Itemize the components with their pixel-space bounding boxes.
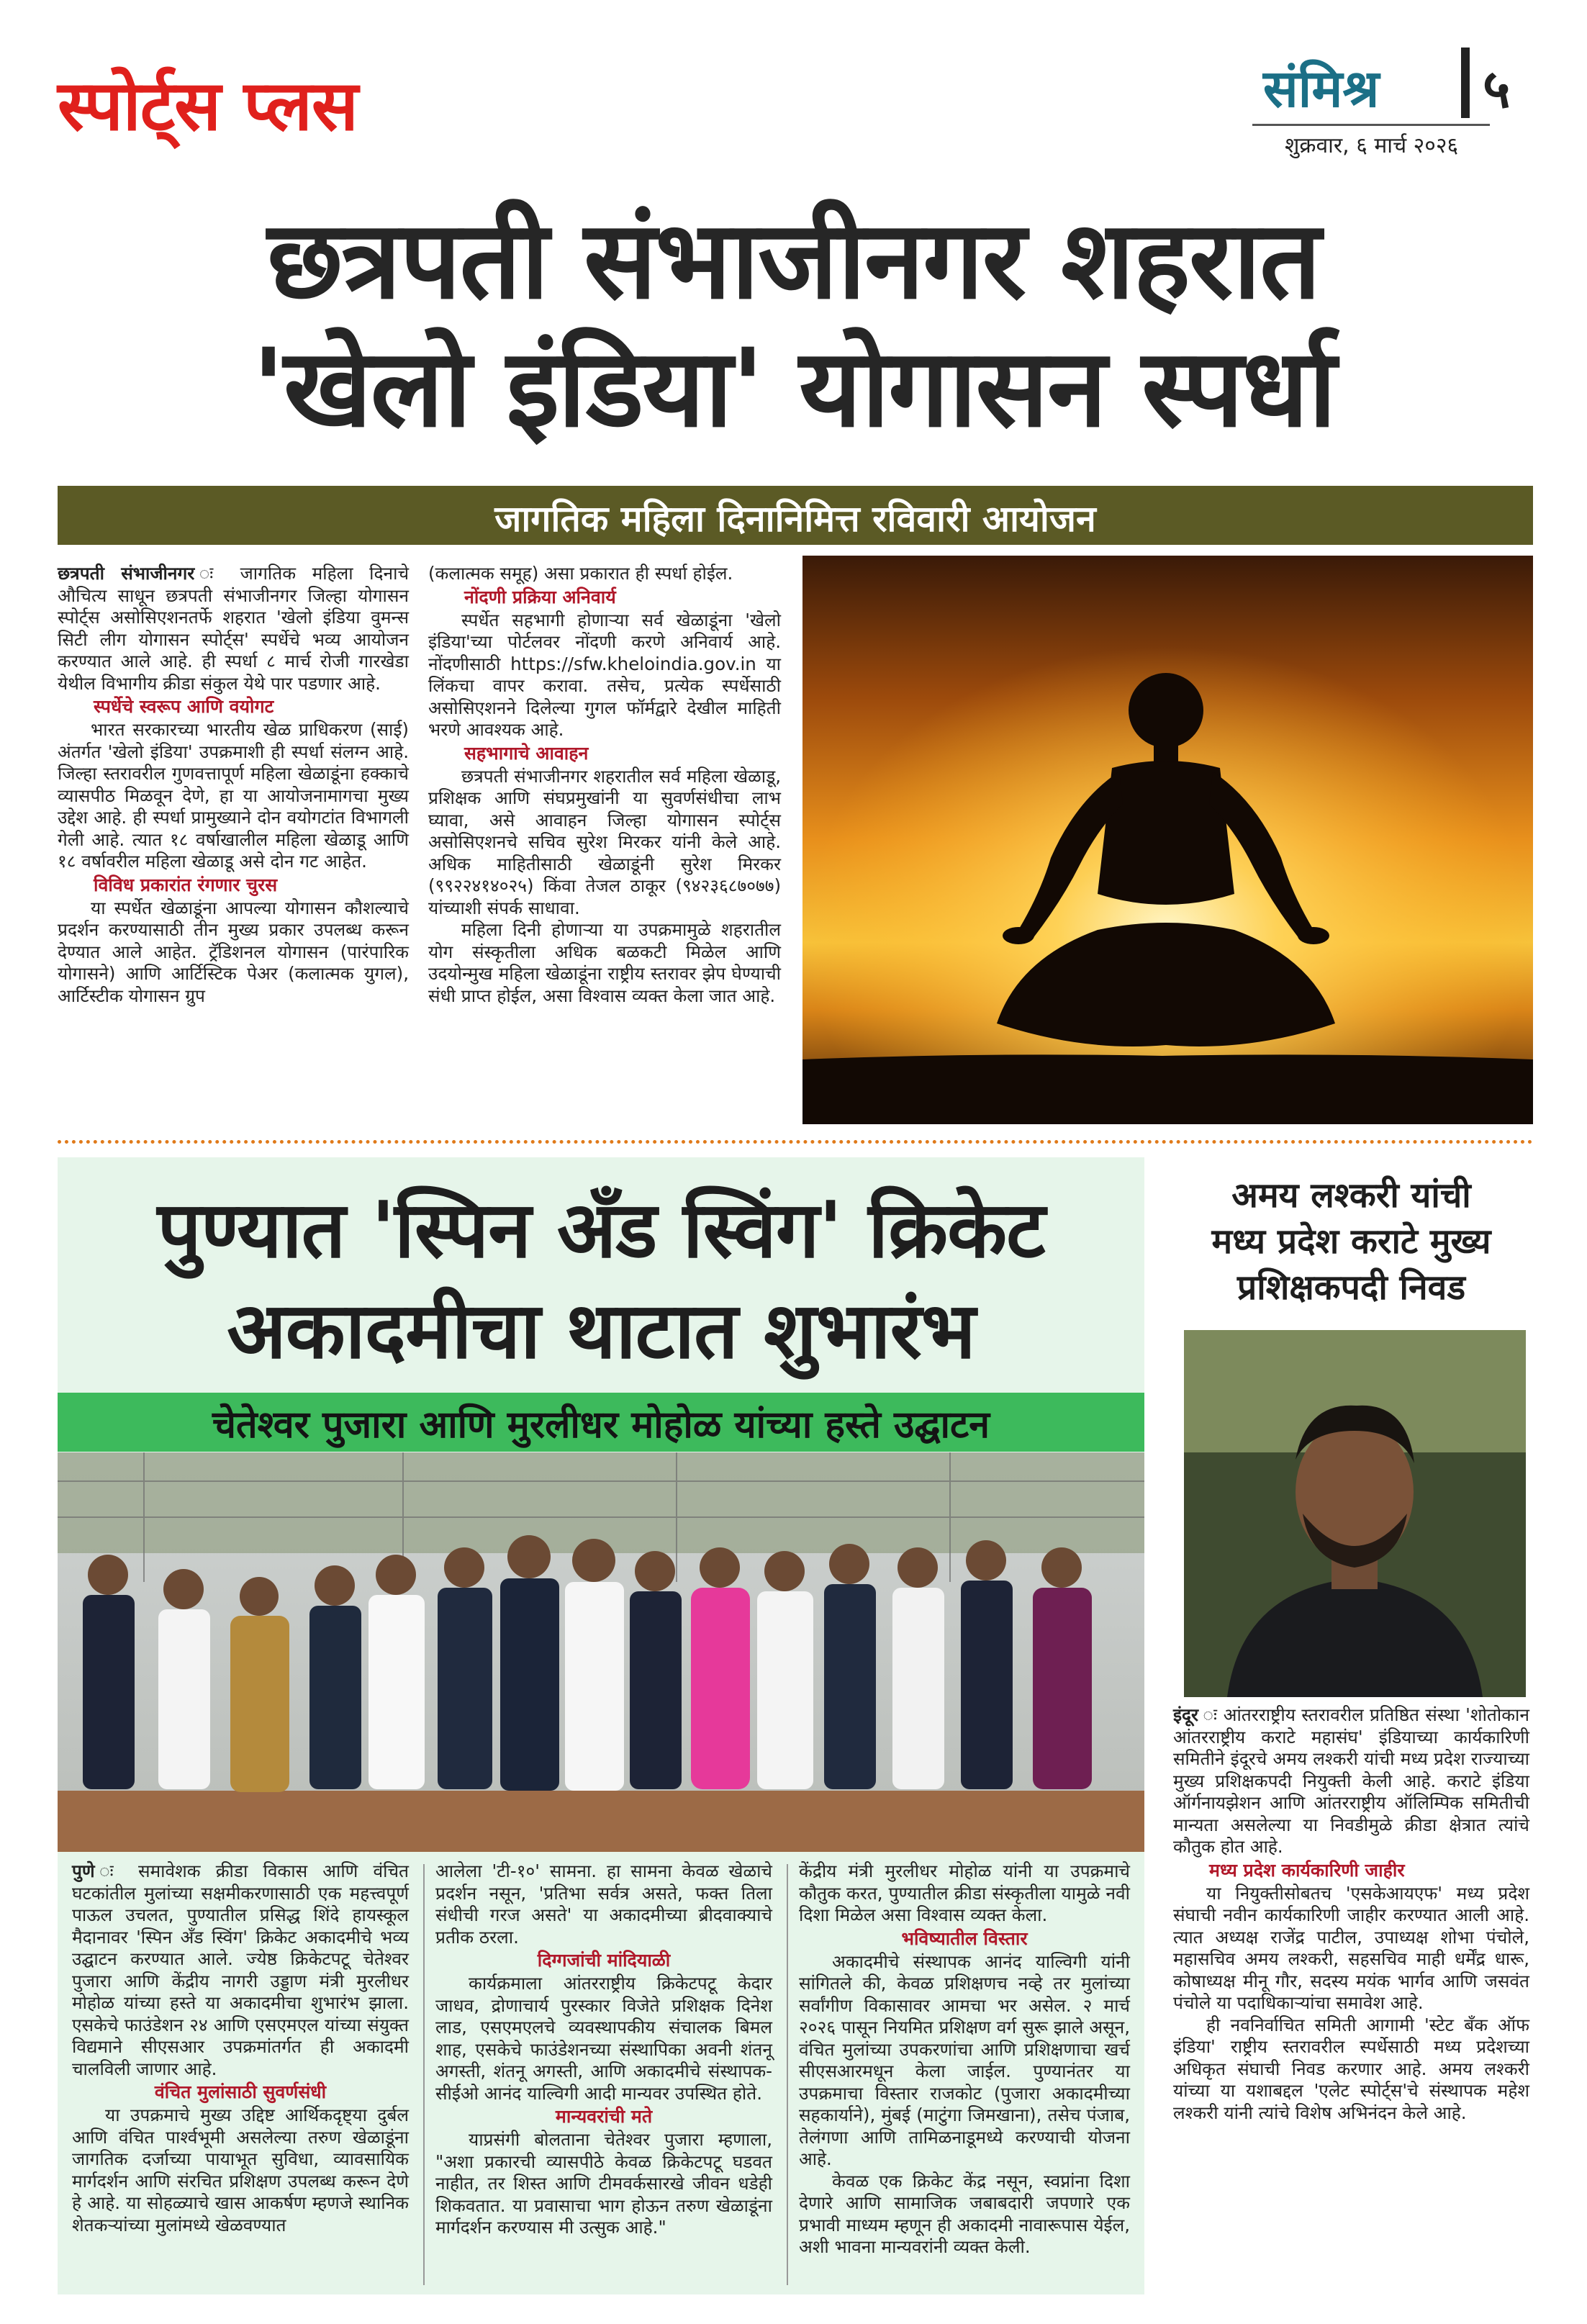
story3-headline-line2: मध्य प्रदेश कराटे मुख्य — [1211, 1221, 1491, 1262]
story1-para6: छत्रपती संभाजीनगर शहरातील सर्व महिला खेळाडू, प्रशिक्षक आणि संघप्रमुखांनी या सुवर्णसंधीचा लाभ घ्यावा, असे आवाहन जिल्हा योगासन स्पोर्ट्स असोसिएशनचे सचिव सुरेश मिरकर यांनी केले आहे. अधिक माहितीसाठी खेळाडूंनी सुरेश मिरकर (९९२२४१४०२५) किंवा तेजल ठाकूर (९४२३६८७०७७) यांच्याशी संपर्क साधावा. — [428, 765, 781, 918]
story1-para5: स्पर्धेत सहभागी होणाऱ्या सर्व खेळाडूंना 'खेलो इंडिया'च्या पोर्टलवर नोंदणी करणे अनिवार्य आहे. नोंदणीसाठी https://sfw.kheloindia.gov.in या लिंकचा वापर करावा. तसेच, प्रत्येक स्पर्धेसाठी असोसिएशनने दिलेल्या गुगल फॉर्मद्वारे देखील माहिती भरणे आवश्यक आहे. — [428, 609, 781, 740]
page-number: ५ — [1483, 58, 1511, 120]
story2-para3: आलेला 'टी-१०' सामना. हा सामना केवळ खेळाचे प्रदर्शन नसून, 'प्रतिभा सर्वत्र असते, फक्त तिला संधीची गरज असते' या अकादमीच्या ब्रीदवाक्याचे प्रतीक ठरला. — [435, 1860, 772, 1948]
story3-para3: ही नवनिर्वाचित समिती आगामी 'स्टेट बँक ऑफ इंडिया' राष्ट्रीय स्तरावरील स्पर्धेसाठी मध्य प्रदेशच्या अधिकृत संघाची निवड करणार आहे. अमय लश्करी यांच्या या यशाबद्दल 'एलेट स्पोर्ट्स'चे संस्थापक महेश लश्करी यांनी त्यांचे विशेष अभिनंदन केले आहे. — [1173, 2014, 1529, 2123]
story1-subhead: जागतिक महिला दिनानिमित्त रविवारी आयोजन — [494, 498, 1096, 540]
story1-para2: भारत सरकारच्या भारतीय खेळ प्राधिकरण (साई) अंतर्गत 'खेलो इंडिया' उपक्रमाशी ही स्पर्धा संलग्न आहे. जिल्हा स्तरावरील गुणवत्तापूर्ण महिला खेळाडूंना हक्काचे व्यासपीठ मिळवून देणे, हा या आयोजनामागचा मुख्य उद्देश आहे. ही स्पर्धा प्रामुख्याने दोन वयोगटांत विभागली गेली आहे. त्यात १८ वर्षाखालील महिला खेळाडू आणि १८ वर्षावरील महिला खेळाडू असे दोन गट आहेत. — [58, 719, 409, 872]
story1-subhead2: विविध प्रकारांत रंगणार चुरस — [94, 874, 278, 895]
story3-para2: या नियुक्तीसोबतच 'एसकेआयएफ' मध्य प्रदेश संघाची नवीन कार्यकारिणी जाहीर करण्यात आली आहे. त्यात अध्यक्ष राजेंद्र पाटील, उपाध्यक्ष शोभा पंचोले, महासचिव अमय लश्करी, सहसचिव माही धर्मेंद्र धारू, कोषाध्यक्ष मीनू गौर, सदस्य मयंक भार्गव आणि जसवंत पंचोले या पदाधिकाऱ्यांचा समावेश आहे. — [1173, 1882, 1529, 2013]
story2-para4: कार्यक्रमाला आंतरराष्ट्रीय क्रिकेटपटू केदार जाधव, द्रोणाचार्य पुरस्कार विजेते प्रशिक्षक दिनेश लाड, एसएमएलचे व्यवस्थापकीय संचालक बिमल शाह, एसकेचे फाउंडेशनच्या संस्थापिका अवनी शंतनू अगस्ती, शंतनू अगस्ती, आणि अकादमीचे संस्थापक-सीईओ आनंद याल्विगी आदी मान्यवर उपस्थित होते. — [435, 1973, 772, 2104]
story1-headline-line1: छत्रपती संभाजीनगर शहरात — [267, 198, 1320, 323]
story2-para7: अकादमीचे संस्थापक आनंद याल्विगी यांनी सांगितले की, केवळ प्रशिक्षणच नव्हे तर मुलांच्या सर्वांगीण विकासावर आमचा भर असेल. २ मार्च २०२६ पासून नियमित प्रशिक्षण वर्ग सुरू झाले असून, वंचित मुलांच्या उपकरणांचा आणि प्रशिक्षणाचा खर्च सीएसआरमधून केला जाईल. पुण्यानंतर या उपक्रमाचा विस्तार राजकोट (पुजारा अकादमीच्या सहकार्याने), मुंबई (माटुंगा जिमखाना), तसेच पंजाब, तेलंगणा आणि तामिळनाडूमध्ये करण्याची योजना आहे. — [799, 1950, 1130, 2169]
section-divider — [58, 1140, 1533, 1144]
story3-column — [1173, 1704, 1529, 2124]
story3-headline-line1: अमय लश्करी यांची — [1231, 1175, 1471, 1216]
story2-headline-line1: पुण्यात 'स्पिन अँड स्विंग' क्रिकेट — [157, 1185, 1045, 1275]
story1-subhead3: नोंदणी प्रक्रिया अनिवार्य — [464, 586, 616, 607]
story2-subhead4: भविष्यातील विस्तार — [901, 1927, 1028, 1949]
story2-column1 — [72, 1860, 409, 2236]
column-rule — [423, 1864, 425, 2285]
story2-column3 — [799, 1860, 1130, 2259]
masthead-brand: स्पोर्ट्स प्लस — [58, 65, 358, 146]
story3-para1: ः आंतरराष्ट्रीय स्तरावरील प्रतिष्ठित संस्था 'शोतोकान आंतरराष्ट्रीय कराटे महासंघ' इंडियाच्या कार्यकारिणी समितीने इंदूरचे अमय लश्करी यांची मध्य प्रदेश राज्याच्या मुख्य प्रशिक्षकपदी नियुक्ती केली आहे. कराटे इंडिया ऑर्गनायझेशन आणि आंतरराष्ट्रीय ऑलिम्पिक समितीची मान्यता असलेल्या या निवडीमुळे क्रीडा क्षेत्रात त्यांचे कौतुक होत आहे. — [1173, 1704, 1529, 1857]
story2-para6: केंद्रीय मंत्री मुरलीधर मोहोळ यांनी या उपक्रमाचे कौतुक करत, पुण्यातील क्रीडा संस्कृतीला यामुळे नवी दिशा मिळेल असा विश्वास व्यक्त केला. — [799, 1860, 1130, 1925]
story2-headline-line2: अकादमीचा थाटात शुभारंभ — [227, 1286, 975, 1376]
story3-subhead1: मध्य प्रदेश कार्यकारिणी जाहीर — [1209, 1859, 1405, 1881]
story1-subhead4: सहभागाचे आवाहन — [464, 742, 589, 764]
story2-para1: ः समावेशक क्रीडा विकास आणि वंचित घटकांतील मुलांच्या सक्षमीकरणासाठी एक महत्त्वपूर्ण पाऊल उचलत, पुण्यातील प्रसिद्ध शिंदे हायस्कूल मैदानावर 'स्पिन अँड स्विंग' क्रिकेट अकादमीचे भव्य उद्घाटन करण्यात आले. ज्येष्ठ क्रिकेटपटू चेतेश्वर पुजारा आणि केंद्रीय नागरी उड्डाण मंत्री मुरलीधर मोहोळ यांच्या हस्ते या अकादमीचा शुभारंभ झाला. एसकेचे फाउंडेशन २४ आणि एसएमएल यांच्या संयुक्त विद्यमाने सीएसआर उपक्रमांतर्गत ही अकादमी चालविली जाणार आहे. — [72, 1860, 409, 2079]
page-number-separator — [1461, 48, 1470, 118]
column-rule — [787, 1864, 788, 2285]
story1-headline-line2: 'खेलो इंडिया' योगासन स्पर्धा — [252, 326, 1335, 451]
story1-dateline: छत्रपती संभाजीनगर — [58, 563, 195, 584]
story2-para8: केवळ एक क्रिकेट केंद्र नसून, स्वप्नांना दिशा देणारे आणि सामाजिक जबाबदारी जपणारे एक प्रभावी माध्यम म्हणून ही अकादमी नावारूपास येईल, अशी भावना मान्यवरांनी व्यक्त केली. — [799, 2170, 1130, 2257]
story2-subhead3: मान्यवरांची मते — [555, 2106, 653, 2127]
masthead-rule — [1252, 124, 1490, 126]
story1-column1 — [58, 563, 409, 1007]
coach-portrait-photo — [1184, 1330, 1526, 1697]
story2-subhead: चेतेश्वर पुजारा आणि मुरलीधर मोहोळ यांच्या हस्ते उद्घाटन — [212, 1403, 990, 1447]
story1-para3: या स्पर्धेत खेळाडूंना आपल्या योगासन कौशल्याचे प्रदर्शन करण्यासाठी तीन मुख्य प्रकार उपलब्ध करून देण्यात आले आहेत. ट्रॅडिशनल योगासन (पारंपारिक योगासने) आणि आर्टिस्टिक पेअर (कलात्मक युगल), आर्टिस्टीक योगासन ग्रुप — [58, 897, 409, 1006]
story1-para1: ः जागतिक महिला दिनाचे औचित्य साधून छत्रपती संभाजीनगर जिल्हा योगासन स्पोर्ट्स असोसिएशनतर्फे शहरात 'खेलो इंडिया वुमन्स सिटी लीग योगासन स्पोर्ट्स' स्पर्धेचे भव्य आयोजन करण्यात आले आहे. ही स्पर्धा ८ मार्च रोजी गारखेडा येथील विभागीय क्रीडा संकुल येथे पार पडणार आहे. — [58, 563, 410, 694]
story2-para2: या उपक्रमाचे मुख्य उद्दिष्ट आर्थिकदृष्ट्या दुर्बल आणि वंचित पार्श्वभूमी असलेल्या तरुण खेळाडूंना जागतिक दर्जाच्या पायाभूत सुविधा, व्यावसायिक मार्गदर्शन आणि संरचित प्रशिक्षण उपलब्ध करून देणे हे आहे. या सोहळ्याचे खास आकर्षण म्हणजे स्थानिक शेतकऱ्यांच्या मुलांमध्ये खेळवण्यात — [72, 2104, 409, 2235]
story2-para5: याप्रसंगी बोलताना चेतेश्वर पुजारा म्हणाला, "अशा प्रकारची व्यासपीठे केवळ क्रिकेटपटू घडवत नाहीत, तर शिस्त आणि टीमवर्कसारखे जीवन धडेही शिकवतात. या प्रवासाचा भाग होऊन तरुण खेळाडूंना मार्गदर्शन करण्यास मी उत्सुक आहे." — [435, 2129, 772, 2238]
story1-para7: महिला दिनी होणाऱ्या या उपक्रमामुळे शहरातील योग संस्कृतीला अधिक बळकटी मिळेल आणि उदयोन्मुख महिला खेळाडूंना राष्ट्रीय स्तरावर झेप घेण्याची संधी प्राप्त होईल, असा विश्वास व्यक्त केला जात आहे. — [428, 919, 781, 1006]
story1-para4: (कलात्मक समूह) असा प्रकारात ही स्पर्धा होईल. — [428, 563, 733, 584]
story1-column2 — [428, 563, 781, 1007]
story2-subhead2: दिग्गजांची मांदियाळी — [537, 1950, 671, 1971]
academy-inauguration-group-photo — [58, 1452, 1144, 1852]
story2-column2 — [435, 1860, 772, 2239]
story2-subhead1: वंचित मुलांसाठी सुवर्णसंधी — [154, 2081, 327, 2102]
issue-date: शुक्रवार, ६ मार्च २०२६ — [1285, 133, 1459, 158]
story3-dateline: इंदूर — [1173, 1704, 1199, 1725]
story2-dateline: पुणे — [72, 1860, 95, 1881]
story3-headline-line3: प्रशिक्षकपदी निवड — [1237, 1267, 1465, 1308]
section-name: संमिश्र — [1263, 58, 1380, 119]
yoga-meditation-photo — [802, 556, 1533, 1124]
story1-subhead1: स्पर्धेचे स्वरूप आणि वयोगट — [94, 696, 274, 717]
